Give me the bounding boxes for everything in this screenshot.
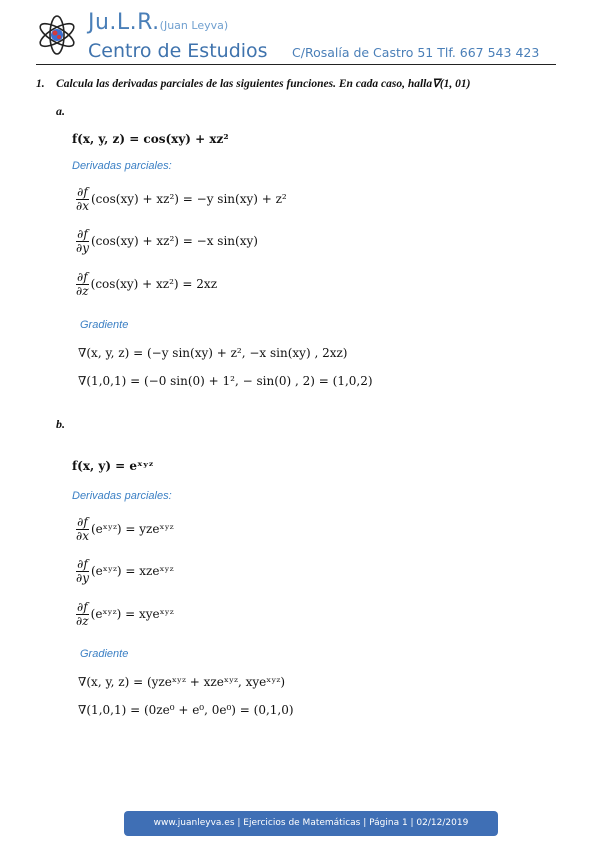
header-divider <box>36 64 556 65</box>
brand-title: Centro de Estudios <box>88 40 268 62</box>
section-b-partial-y: $\frac{\partial f}{\partial y}$ (eˣʸᶻ) = xzeˣʸᶻ <box>76 557 174 585</box>
section-b-gradient-heading: Gradiente <box>80 648 129 660</box>
atom-logo-icon <box>36 14 78 56</box>
section-b-label: b. <box>56 417 65 431</box>
section-b-partial-x: $\frac{\partial f}{\partial x}$ (eˣʸᶻ) = yzeˣʸᶻ <box>76 515 174 543</box>
brand-name <box>88 10 228 35</box>
section-a-partials-heading: Derivadas parciales: <box>72 160 172 172</box>
problem-text: Calcula las derivadas parciales de las siguientes funciones. En cada caso, halla∇(1, 01) <box>56 78 471 90</box>
contact-info: C/Rosalía de Castro 51 Tlf. 667 543 423 <box>292 45 540 60</box>
section-a-partial-z: $\frac{\partial f}{\partial z}$ (cos(xy) + xz²) = 2xz <box>76 270 218 298</box>
section-a-partial-x: $\frac{\partial f}{\partial x}$ (cos(xy) + xz²) = −y sin(xy) + z² <box>76 185 287 213</box>
fraction: $\frac{\partial f}{\partial z}$ <box>76 600 89 628</box>
fraction: $\frac{\partial f}{\partial y}$ <box>76 227 89 255</box>
section-b-partial-z: $\frac{\partial f}{\partial z}$ (eˣʸᶻ) = xyeˣʸᶻ <box>76 600 174 628</box>
section-b-gradient-point: ∇(1,0,1) = (0ze⁰ + e⁰, 0e⁰) = (0,1,0) <box>78 703 294 717</box>
brand-subtitle: (Juan Leyva) <box>159 19 229 32</box>
problem-number: 1. <box>36 78 45 90</box>
section-b-partials-heading: Derivadas parciales: <box>72 490 172 502</box>
brand-initials: Ju.L.R. <box>88 10 160 35</box>
fraction: $\frac{\partial f}{\partial y}$ <box>76 557 89 585</box>
section-a-gradient-point: ∇(1,0,1) = (−0 sin(0) + 1², − sin(0) , 2) = (1,0,2) <box>78 374 373 388</box>
page-footer: www.juanleyva.es | Ejercicios de Matemáticas | Página 1 | 02/12/2019 <box>124 811 498 836</box>
fraction: $\frac{\partial f}{\partial x}$ <box>76 185 89 213</box>
section-a-gradient-heading: Gradiente <box>80 319 129 331</box>
section-a-function: f(x, y, z) = cos(xy) + xz² <box>72 132 229 146</box>
section-a-label: a. <box>56 104 65 118</box>
section-a-gradient-general: ∇(x, y, z) = (−y sin(xy) + z², −x sin(xy) , 2xz) <box>78 346 348 360</box>
fraction: $\frac{\partial f}{\partial x}$ <box>76 515 89 543</box>
problem-statement <box>36 76 470 90</box>
section-a-partial-y: $\frac{\partial f}{\partial y}$ (cos(xy) + xz²) = −x sin(xy) <box>76 227 258 255</box>
section-b-gradient-general: ∇(x, y, z) = (yzeˣʸᶻ + xzeˣʸᶻ, xyeˣʸᶻ) <box>78 675 286 689</box>
section-b-function: f(x, y) = eˣʸᶻ <box>72 459 154 473</box>
fraction: $\frac{\partial f}{\partial z}$ <box>76 270 89 298</box>
